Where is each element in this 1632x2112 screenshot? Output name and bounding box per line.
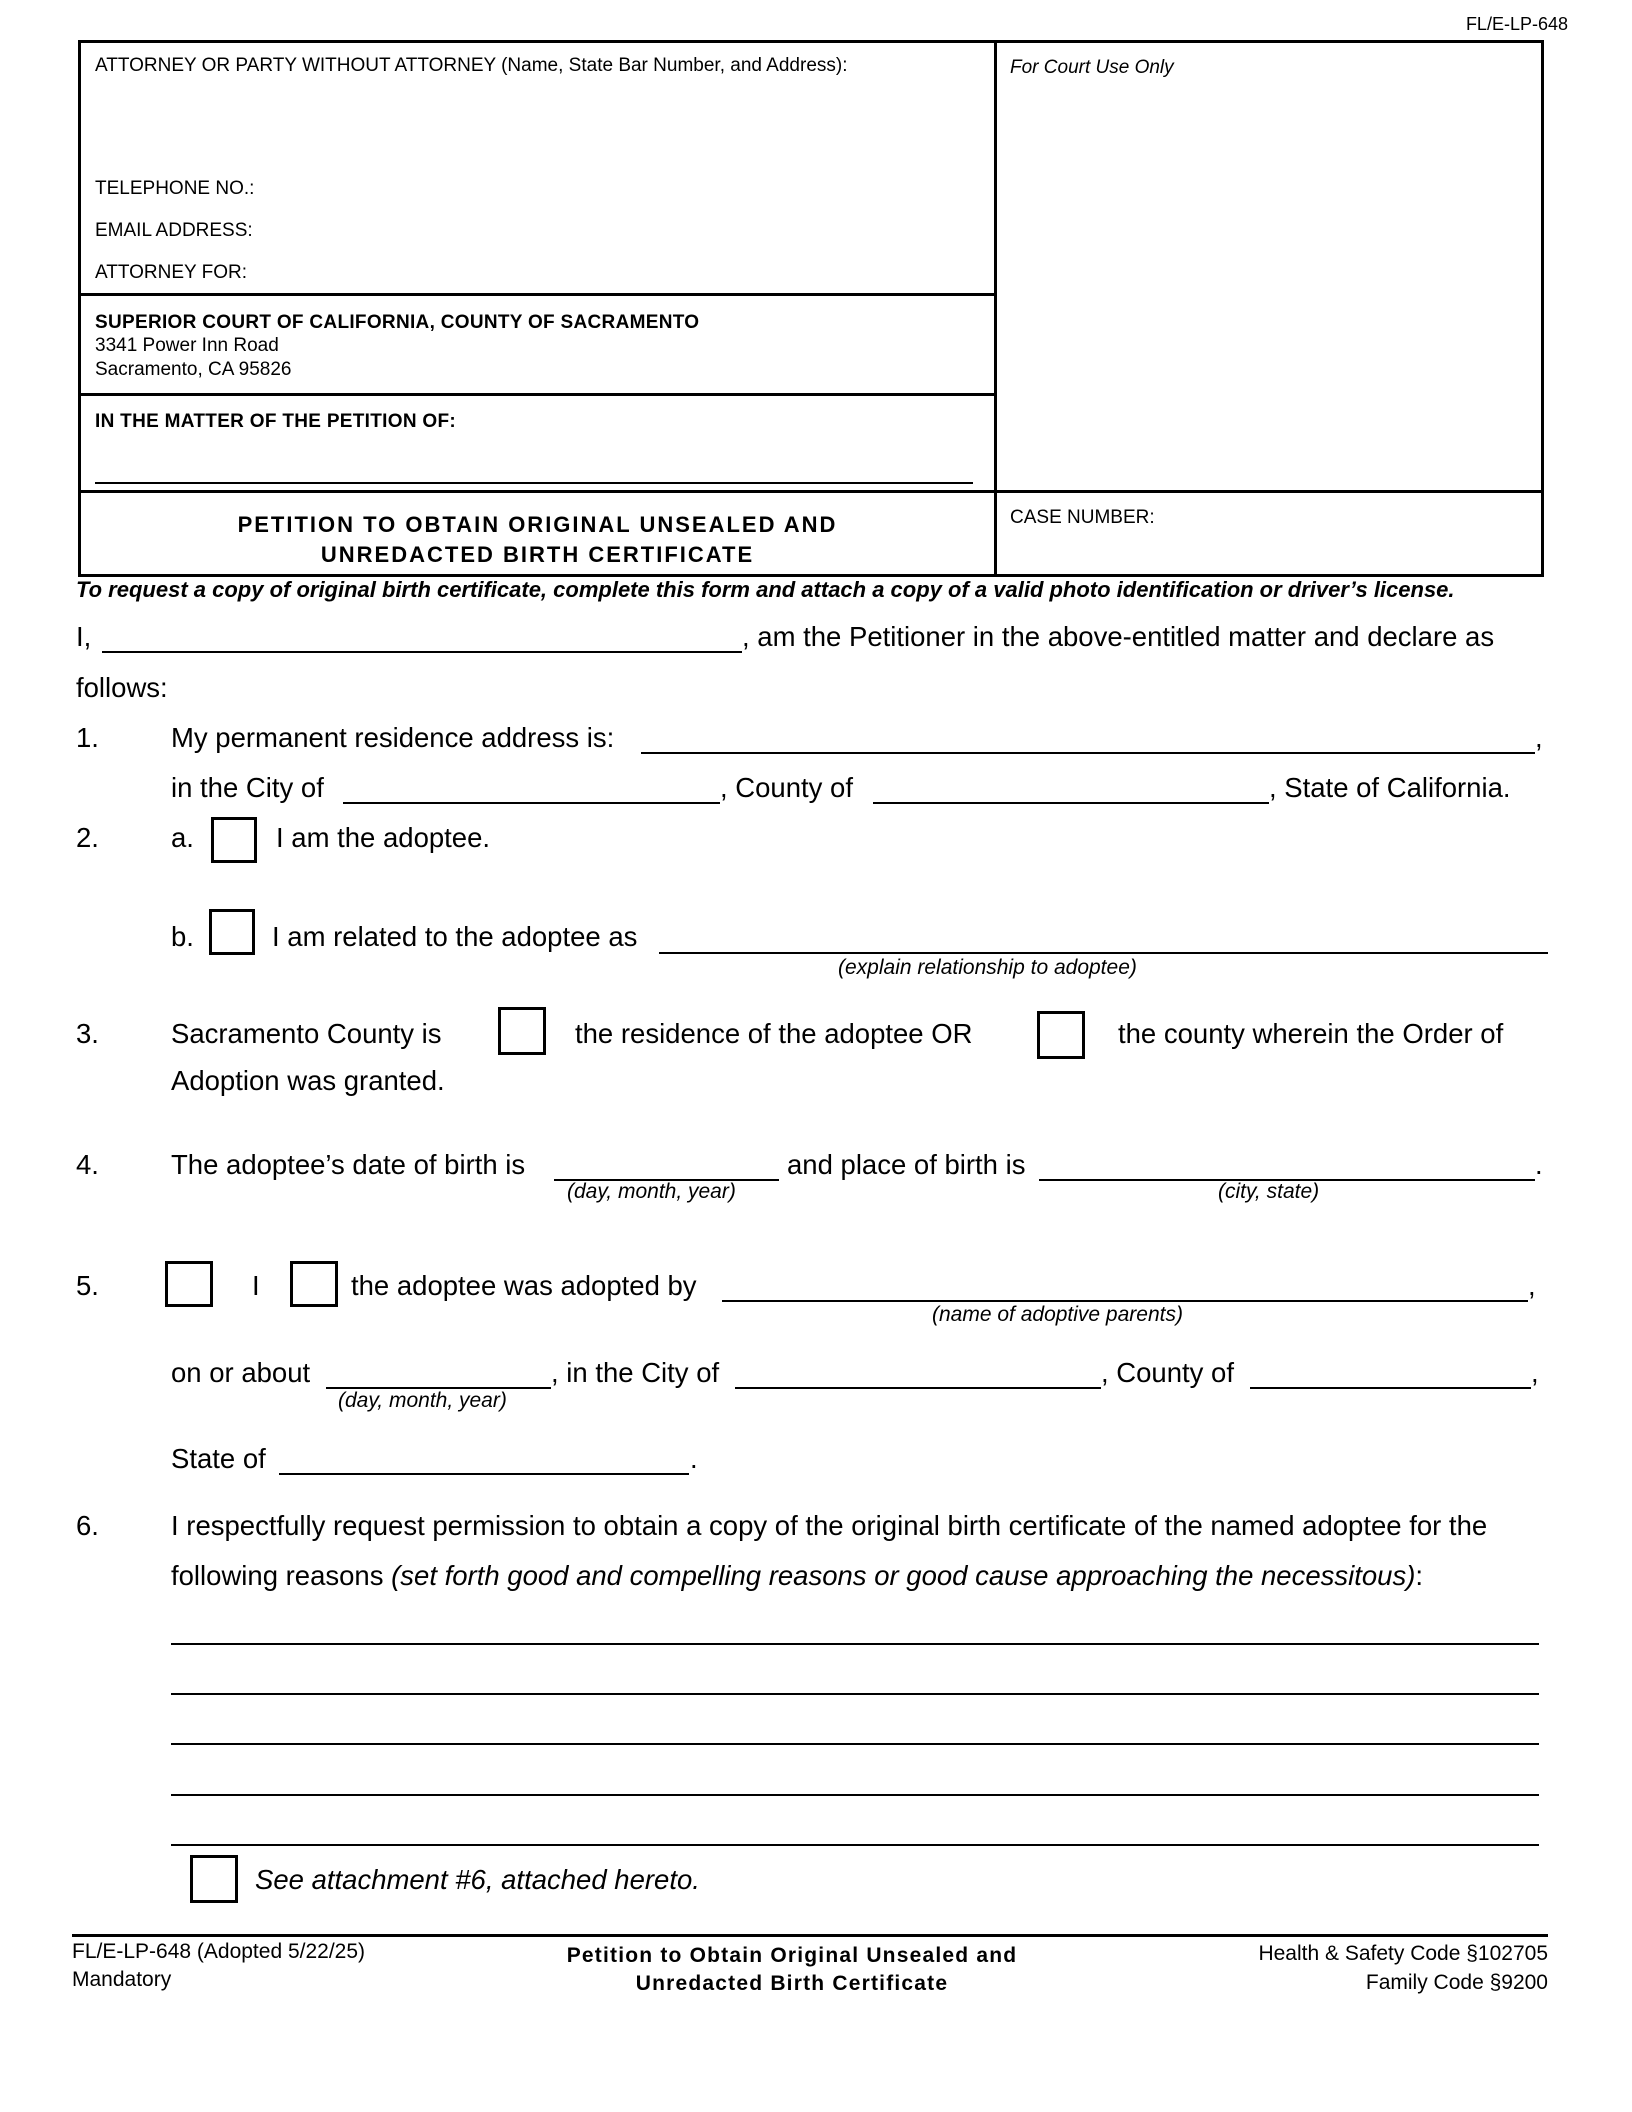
court-city: Sacramento, CA 95826	[95, 359, 292, 380]
item2b-letter: b.	[171, 921, 194, 952]
intro-suffix: , am the Petitioner in the above-entitled matter and declare as	[742, 621, 1495, 652]
item5-on-about: on or about	[171, 1357, 311, 1388]
attorney-for-label: ATTORNEY FOR:	[95, 262, 248, 283]
item2a-text: I am the adoptee.	[276, 822, 491, 853]
item4-text: The adoptee’s date of birth is	[171, 1149, 526, 1180]
item5-state-label: State of	[171, 1443, 266, 1474]
footer-mandatory: Mandatory	[72, 1968, 172, 1991]
adoptive-parents-field[interactable]	[722, 1300, 1528, 1302]
item1-city-label: in the City of	[171, 772, 324, 803]
reasons-line-4[interactable]	[171, 1794, 1539, 1796]
item1-county-label: , County of	[720, 772, 853, 803]
adoptive-parents-hint: (name of adoptive parents)	[932, 1303, 1183, 1326]
telephone-label: TELEPHONE NO.:	[95, 178, 255, 199]
reasons-line-5[interactable]	[171, 1844, 1539, 1846]
adoptee-checkbox[interactable]	[211, 817, 257, 863]
intro-follows: follows:	[76, 672, 168, 703]
item5-option1: I	[252, 1270, 260, 1301]
item5-period: .	[690, 1443, 698, 1474]
divider-matter	[81, 393, 994, 396]
divider-title	[81, 490, 1541, 493]
item6-line2-prefix: following reasons	[171, 1560, 392, 1591]
attorney-label: ATTORNEY OR PARTY WITHOUT ATTORNEY (Name, State Bar Number, and Address):	[95, 55, 848, 76]
matter-label: IN THE MATTER OF THE PETITION OF:	[95, 411, 457, 432]
item6-number: 6.	[76, 1510, 99, 1541]
related-checkbox[interactable]	[209, 909, 255, 955]
court-name: SUPERIOR COURT OF CALIFORNIA, COUNTY OF SACRAMENTO	[95, 312, 700, 333]
item5-number: 5.	[76, 1270, 99, 1301]
footer-form-id: FL/E-LP-648 (Adopted 5/22/25)	[72, 1940, 366, 1963]
item6-line2	[171, 1560, 1423, 1592]
item5-checkbox-1[interactable]	[165, 1261, 213, 1307]
attachment-text: See attachment #6, attached hereto.	[255, 1864, 700, 1895]
petitioner-name-field[interactable]	[102, 651, 742, 653]
instruction-text: To request a copy of original birth certificate, complete this form and attach a copy of a valid photo identification or driver’s license.	[76, 577, 1455, 602]
footer-code-2: Family Code §9200	[1365, 1971, 1548, 1994]
item4-mid: and place of birth is	[787, 1149, 1026, 1180]
item5-text: the adoptee was adopted by	[351, 1270, 697, 1301]
email-label: EMAIL ADDRESS:	[95, 220, 253, 241]
item1-comma: ,	[1535, 722, 1543, 753]
item5-comma2: ,	[1531, 1357, 1539, 1388]
item6-line1: I respectfully request permission to obtain a copy of the original birth certificate of the named adoptee for the	[171, 1510, 1488, 1541]
divider-court	[81, 293, 994, 296]
reasons-line-3[interactable]	[171, 1743, 1539, 1745]
reasons-line-1[interactable]	[171, 1643, 1539, 1645]
item3-line2: Adoption was granted.	[171, 1065, 445, 1096]
court-use-label: For Court Use Only	[1010, 57, 1174, 78]
item5-county-label: , County of	[1101, 1357, 1234, 1388]
intro-prefix: I,	[76, 621, 92, 652]
footer-title-line2: Unredacted Birth Certificate	[635, 1972, 949, 1995]
item6-line2-suffix: :	[1415, 1560, 1424, 1591]
item3-text: Sacramento County is	[171, 1018, 442, 1049]
case-number-label: CASE NUMBER:	[1010, 507, 1155, 528]
attachment-checkbox[interactable]	[190, 1855, 238, 1903]
item3-number: 3.	[76, 1018, 99, 1049]
residence-checkbox[interactable]	[498, 1007, 546, 1055]
item5-checkbox-2[interactable]	[290, 1261, 338, 1307]
adoption-date-hint: (day, month, year)	[338, 1389, 507, 1412]
reasons-line-2[interactable]	[171, 1693, 1539, 1695]
form-title-line2: UNREDACTED BIRTH CERTIFICATE	[320, 542, 755, 567]
item3-option1: the residence of the adoptee OR	[575, 1018, 973, 1049]
item5-checkbox-2-edge	[335, 1261, 338, 1307]
item2-number: 2.	[76, 822, 99, 853]
item2a-letter: a.	[171, 822, 194, 853]
item1-number: 1.	[76, 722, 99, 753]
item2b-text: I am related to the adoptee as	[272, 921, 638, 952]
item1-text: My permanent residence address is:	[171, 722, 615, 753]
footer-rule	[72, 1934, 1548, 1937]
adoption-city-field[interactable]	[735, 1387, 1101, 1389]
order-county-checkbox[interactable]	[1037, 1011, 1085, 1059]
residence-county-field[interactable]	[873, 802, 1269, 804]
relationship-hint: (explain relationship to adoptee)	[838, 956, 1137, 979]
footer-code-1: Health & Safety Code §102705	[1258, 1942, 1548, 1965]
residence-city-field[interactable]	[343, 802, 720, 804]
item4-number: 4.	[76, 1149, 99, 1180]
form-title-line1: PETITION TO OBTAIN ORIGINAL UNSEALED AND	[237, 512, 838, 537]
caption-box	[78, 40, 1544, 577]
form-number-top: FL/E-LP-648	[1465, 14, 1568, 34]
item4-period: .	[1535, 1149, 1543, 1180]
adoption-state-field[interactable]	[279, 1473, 689, 1475]
court-street: 3341 Power Inn Road	[95, 335, 279, 356]
birth-place-hint: (city, state)	[1218, 1180, 1320, 1203]
item5-city-label: , in the City of	[551, 1357, 720, 1388]
adoption-county-field[interactable]	[1250, 1387, 1531, 1389]
item3-option2: the county wherein the Order of	[1118, 1018, 1504, 1049]
relationship-field[interactable]	[659, 952, 1548, 954]
birth-date-hint: (day, month, year)	[567, 1180, 736, 1203]
footer-title-line1: Petition to Obtain Original Unsealed and	[566, 1944, 1018, 1967]
item5-comma: ,	[1528, 1270, 1536, 1301]
item6-line2-italic: (set forth good and compelling reasons or good cause approaching the necessitous)	[391, 1560, 1416, 1591]
residence-address-field[interactable]	[641, 752, 1535, 754]
item1-state-text: , State of California.	[1269, 772, 1511, 803]
petitioner-name-line[interactable]	[95, 482, 973, 484]
caption-divider	[994, 43, 997, 574]
